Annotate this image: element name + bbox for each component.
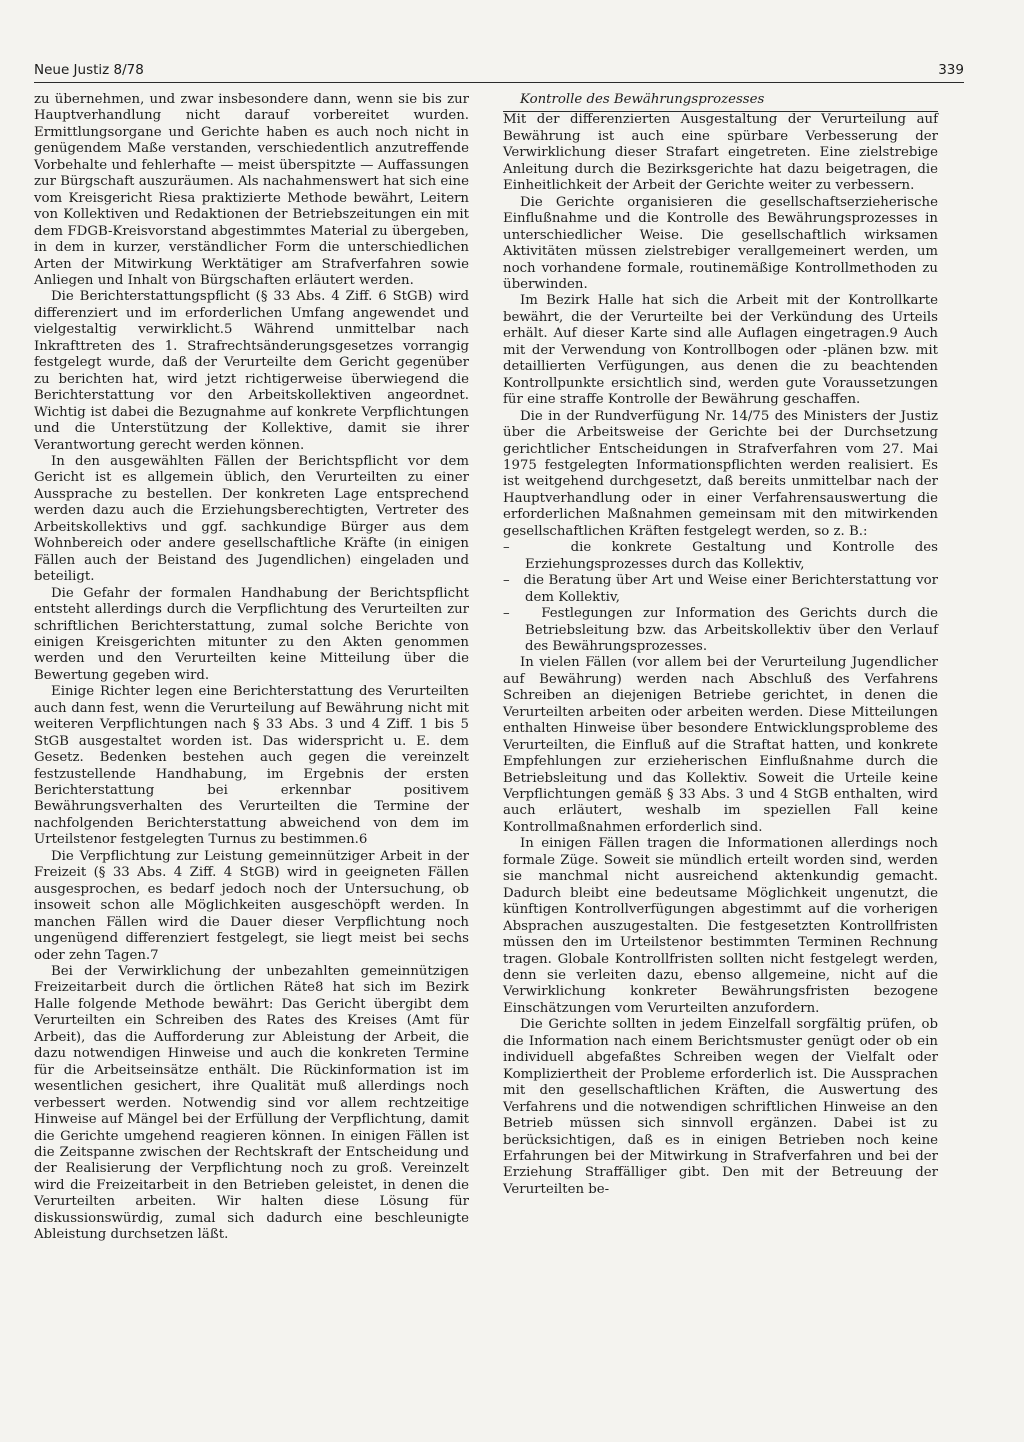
paragraph: Die Gefahr der formalen Handhabung der Berichtspflicht entsteht allerdings durch die Verpflichtung des Verurteilten zur schriftlichen Berichterstattung, zumal solche Berichte von einigen Kreisgerichten mitunter zu den Akten genommen werden und den Verurteilten keine Mitteilung über die Bewertung gegeben wird.	[34, 585, 469, 683]
measures-list	[503, 540, 938, 655]
paragraph: Im Bezirk Halle hat sich die Arbeit mit der Kontrollkarte bewährt, die der Verurteilte bei der Verkündung des Urteils erhält. Auf dieser Karte sind alle Auflagen eingetragen.9 Auch mit der Verwendung von Kontrollbogen oder -plänen bzw. mit detaillierten Verfügungen, aus denen die zu beachtenden Kontrollpunkte ersichtlich sind, werden gute Voraussetzungen für eine straffe Kontrolle der Bewährung geschaffen.	[503, 293, 938, 408]
paragraph: Die Gerichte sollten in jedem Einzelfall sorgfältig prüfen, ob die Information nach einem Berichtsmuster genügt oder ob ein individuell abgefaßtes Schreiben wegen der Vielfalt oder Kompliziertheit der Probleme erforderlich ist. Die Aussprachen mit den gesellschaftlichen Kräften, die Auswertung des Verfahrens und die notwendigen schriftlichen Hinweise an den Betrieb müssen sich sinnvoll ergänzen. Dabei ist zu berücksichtigen, daß es in einigen Betrieben noch keine Erfahrungen bei der Mitwirkung in Strafverfahren und bei der Erziehung Straffälliger gibt. Den mit der Betreuung der Verurteilten be-	[503, 1017, 938, 1197]
paragraph: In vielen Fällen (vor allem bei der Verurteilung Jugendlicher auf Bewährung) werden nach Abschluß des Verfahrens Schreiben an diejenigen Betriebe gerichtet, in denen die Verurteilten arbeiten oder arbeiten werden. Diese Mitteilungen enthalten Hinweise über besondere Entwicklungsprobleme des Verurteilten, die Einfluß auf die Straftat hatten, und konkrete Empfehlungen zur erzieherischen Einflußnahme durch die Betriebsleitung und das Kollektiv. Soweit die Urteile keine Verpflichtungen gemäß § 33 Abs. 3 und 4 StGB enthalten, wird auch erläutert, weshalb im speziellen Fall keine Kontrollmaßnahmen erforderlich sind.	[503, 655, 938, 835]
right-column	[503, 92, 938, 1198]
paragraph: Die Gerichte organisieren die gesellschaftserzieherische Einflußnahme und die Kontrolle des Bewährungsprozesses in unterschiedlicher Weise. Die gesellschaftlich wirksamen Aktivitäten müssen zielstrebiger verallgemeinert werden, um noch vorhandene formale, routinemäßige Kontrollmethoden zu überwinden.	[503, 194, 938, 292]
paragraph: zu übernehmen, und zwar insbesondere dann, wenn sie bis zur Hauptverhandlung nicht darauf vorbereitet wurden. Ermittlungsorgane und Gerichte haben es auch noch nicht in genügendem Maße verstanden, verschiedentlich anzutreffende Vorbehalte und fehlerhafte — meist überspitzte — Auffassungen zur Bürgschaft auszuräumen. Als nachahmenswert hat sich eine vom Kreisgericht Riesa praktizierte Methode bewährt, Leitern von Kollektiven und Redaktionen der Betriebszeitungen ein mit dem FDGB-Kreisvorstand abgestimmtes Material zu übergeben, in dem in kurzer, verständlicher Form die unterschiedlichen Arten der Mitwirkung Werktätiger am Strafverfahren sowie Anliegen und Inhalt von Bürgschaften erläutert werden.	[34, 92, 469, 288]
journal-title: Neue Justiz 8/78	[34, 62, 144, 78]
page-header	[34, 62, 964, 83]
paragraph: Bei der Verwirklichung der unbezahlten gemeinnützigen Freizeitarbeit durch die örtlichen Räte8 hat sich im Bezirk Halle folgende Methode bewährt: Das Gericht übergibt dem Verurteilten ein Schreiben des Rates des Kreises (Amt für Arbeit), das die Aufforderung zur Ableistung der Arbeit, die dazu notwendigen Hinweise und auch die konkreten Termine für die Arbeitseinsätze enthält. Die Rückinformation ist im wesentlichen gesichert, ihre Qualität muß allerdings noch verbessert werden. Notwendig sind vor allem rechtzeitige Hinweise auf Mängel bei der Erfüllung der Verpflichtung, damit die Gerichte umgehend reagieren können. In einigen Fällen ist die Zeitspanne zwischen der Rechtskraft der Entscheidung und der Realisierung der Verpflichtung noch zu groß. Vereinzelt wird die Freizeitarbeit in den Betrieben geleistet, in denen die Verurteilten arbeiten. Wir halten diese Lösung für diskussionswürdig, zumal sich dadurch eine beschleunigte Ableistung durchsetzen läßt.	[34, 964, 469, 1243]
list-item: – die konkrete Gestaltung und Kontrolle des Erziehungsprozesses durch das Kollektiv,	[503, 540, 938, 573]
paragraph: Die Berichterstattungspflicht (§ 33 Abs. 4 Ziff. 6 StGB) wird differenziert und im erforderlichen Umfang angewendet und vielgestaltig verwirklicht.5 Während unmittelbar nach Inkrafttreten des 1. Strafrechtsänderungsgesetzes vorrangig festgelegt wurde, daß der Verurteilte dem Gericht gegenüber zu berichten hat, wird jetzt richtigerweise überwiegend die Berichterstattung vor den Arbeitskollektiven angeordnet. Wichtig ist dabei die Bezugnahme auf konkrete Verpflichtungen und die Unterstützung der Kollektive, damit sie ihrer Verantwortung gerecht werden können.	[34, 289, 469, 453]
paragraph: In einigen Fällen tragen die Informationen allerdings noch formale Züge. Soweit sie mündlich erteilt worden sind, werden sie manchmal nicht ausreichend aktenkundig gemacht. Dadurch bleibt eine bedeutsame Möglichkeit ungenutzt, die künftigen Kontrollverfügungen abgestimmt auf die vorherigen Absprachen auszugestalten. Die festgesetzten Kontrollfristen müssen den im Urteilstenor bestimmten Terminen Rechnung tragen. Globale Kontrollfristen sollten nicht festgelegt werden, denn sie verleiten dazu, ebenso allgemeine, nicht auf die Verwirklichung konkreter Bewährungsfristen bezogene Einschätzungen vom Verurteilten anzufordern.	[503, 836, 938, 1016]
list-item: – Festlegungen zur Information des Gerichts durch die Betriebsleitung bzw. das Arbeitskollektiv über den Verlauf des Bewährungsprozesses.	[503, 606, 938, 655]
paragraph: In den ausgewählten Fällen der Berichtspflicht vor dem Gericht ist es allgemein üblich, den Verurteilten zu einer Aussprache zu bestellen. Der konkreten Lage entsprechend werden dazu auch die Erziehungsberechtigten, Vertreter des Arbeitskollektivs und ggf. sachkundige Bürger aus dem Wohnbereich oder andere gesellschaftliche Kräfte (in einigen Fällen auch der Beistand des Jugendlichen) eingeladen und beteiligt.	[34, 453, 469, 585]
list-item: – die Beratung über Art und Weise einer Berichterstattung vor dem Kollektiv,	[503, 573, 938, 606]
paragraph: Mit der differenzierten Ausgestaltung der Verurteilung auf Bewährung ist auch eine spürbare Verbesserung der Verwirklichung dieser Strafart eingetreten. Eine zielstrebige Anleitung durch die Bezirksgerichte hat dazu beigetragen, die Einheitlichkeit der Arbeit der Gerichte weiter zu verbessern.	[503, 112, 938, 194]
section-title: Kontrolle des Bewährungsprozesses	[503, 92, 938, 112]
paragraph: Einige Richter legen eine Berichterstattung des Verurteilten auch dann fest, wenn die Verurteilung auf Bewährung nicht mit weiteren Verpflichtungen nach § 33 Abs. 3 und 4 Ziff. 1 bis 5 StGB ausgestaltet worden ist. Das widerspricht u. E. dem Gesetz. Bedenken bestehen auch gegen die vereinzelt festzustellende Handhabung, im Ergebnis der ersten Berichterstattung bei erkennbar positivem Bewährungsverhalten des Verurteilten die Termine der nachfolgenden Berichterstattung abweichend von dem im Urteilstenor festgelegten Turnus zu bestimmen.6	[34, 684, 469, 848]
paragraph: Die Verpflichtung zur Leistung gemeinnütziger Arbeit in der Freizeit (§ 33 Abs. 4 Ziff. 4 StGB) wird in geeigneten Fällen ausgesprochen, es bedarf jedoch noch der Untersuchung, ob insoweit schon alle Möglichkeiten ausgeschöpft werden. In manchen Fällen wird die Dauer dieser Verpflichtung noch ungenügend differenziert festgelegt, sie liegt meist bei sechs oder zehn Tagen.7	[34, 848, 469, 963]
paragraph: Die in der Rundverfügung Nr. 14/75 des Ministers der Justiz über die Arbeitsweise der Gerichte bei der Durchsetzung gerichtlicher Entscheidungen in Strafverfahren vom 27. Mai 1975 festgelegten Informationspflichten werden realisiert. Es ist weitgehend durchgesetzt, daß bereits unmittelbar nach der Hauptverhandlung oder in einer Verfahrensauswertung die erforderlichen Maßnahmen gemeinsam mit den mitwirkenden gesellschaftlichen Kräften festgelegt werden, so z. B.:	[503, 408, 938, 539]
left-column	[34, 92, 469, 1244]
page-number: 339	[938, 62, 964, 78]
